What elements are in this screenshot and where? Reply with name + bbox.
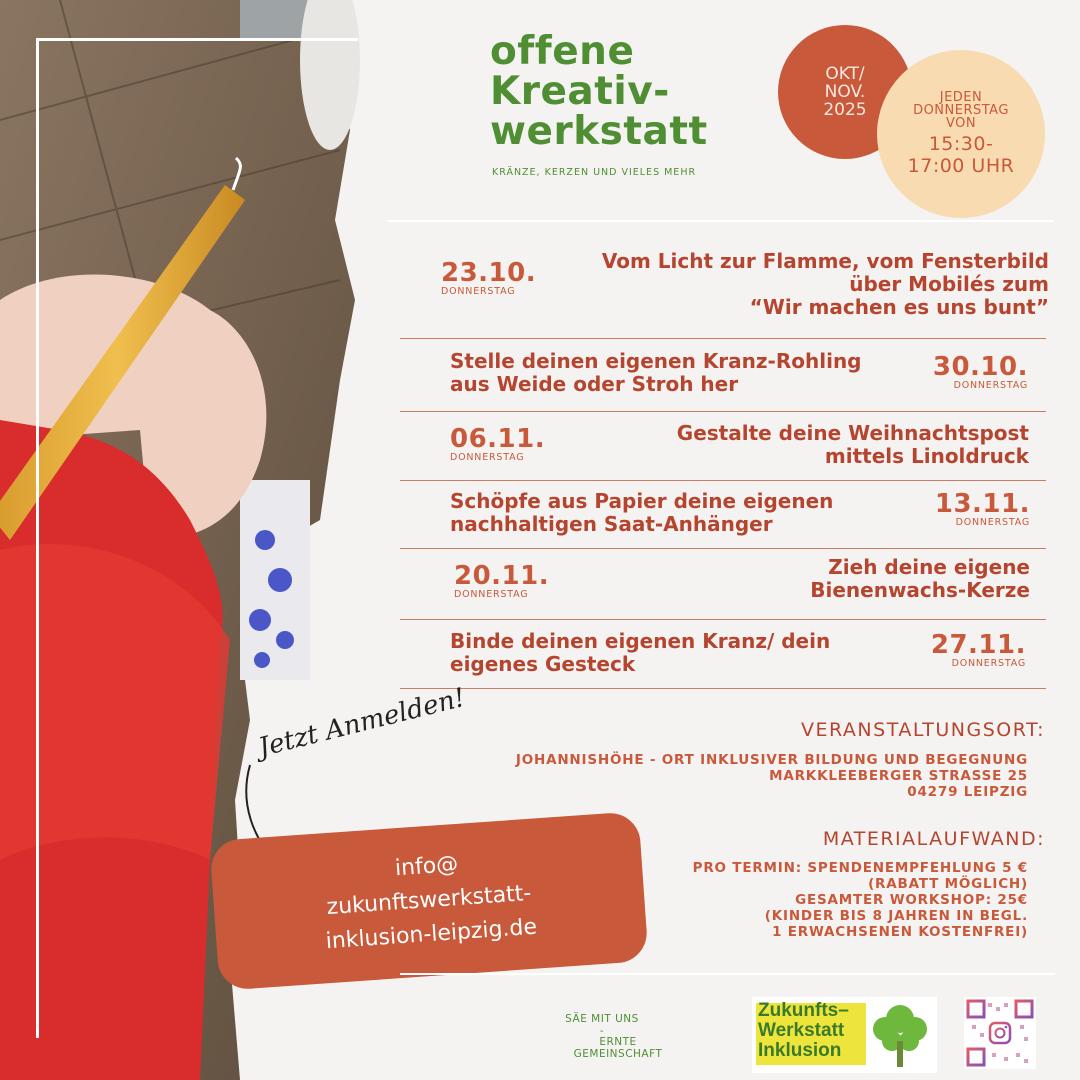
event-date: 20.11. <box>454 561 550 591</box>
divider <box>400 619 1046 620</box>
time-badge <box>877 50 1045 218</box>
instagram-icon <box>990 1023 1010 1043</box>
period-line-2: NOV. <box>824 82 866 102</box>
material-line: (KINDER BIS 8 JAHREN IN BEGL. <box>764 908 1028 924</box>
event-4-date-block <box>935 489 1030 528</box>
slogan-line: GEMEINSCHAFT <box>573 1048 663 1060</box>
event-text-line: mittels Linoldruck <box>824 444 1029 468</box>
slogan-line: ERNTE <box>599 1036 637 1048</box>
event-text-line: Gestalte deine Weihnachtspost <box>676 421 1029 445</box>
event-day: DONNERSTAG <box>441 286 516 297</box>
slogan-line: SÄE MIT UNS <box>565 1013 639 1025</box>
venue-line: 04279 LEIPZIG <box>907 784 1028 800</box>
qr-code-icon[interactable] <box>964 997 1036 1069</box>
material-line: 1 ERWACHSENEN KOSTENFREI) <box>772 924 1028 940</box>
event-day: DONNERSTAG <box>454 589 529 600</box>
email-line: zukunftswerkstatt- <box>325 880 533 921</box>
signup-handwriting: Jetzt Anmelden! <box>255 682 469 764</box>
event-2-date-block <box>933 352 1028 391</box>
footer-slogan-2 <box>563 1036 673 1060</box>
logo-line: Zukunfts– <box>758 1000 849 1021</box>
event-3-date-block <box>450 424 545 463</box>
time-line-4: 15:30- <box>928 133 994 155</box>
event-text-line: Stelle deinen eigenen Kranz-Rohling <box>450 349 862 373</box>
divider <box>400 688 1046 689</box>
venue-line: JOHANNISHÖHE - ORT INKLUSIVER BILDUNG UND BEGEGNUNG <box>515 752 1028 768</box>
event-text-line: Binde deinen eigenen Kranz/ dein <box>450 629 831 653</box>
page-subtitle: KRÄNZE, KERZEN UND VIELES MEHR <box>492 167 697 178</box>
event-4-description <box>450 490 833 536</box>
venue-address <box>516 752 1028 800</box>
zukunftswerkstatt-logo <box>752 997 937 1073</box>
venue-heading: VERANSTALTUNGSORT: <box>800 719 1045 741</box>
time-line-2: DONNERSTAG <box>913 103 1009 118</box>
venue-line: MARKKLEEBERGER STRASSE 25 <box>769 768 1028 784</box>
tree-icon <box>867 1001 933 1071</box>
event-text-line: Bienenwachs-Kerze <box>810 578 1030 602</box>
event-day: DONNERSTAG <box>955 517 1030 528</box>
contact-email-pill[interactable] <box>209 811 648 991</box>
material-heading: MATERIALAUFWAND: <box>822 828 1045 850</box>
event-2-description <box>450 350 862 396</box>
email-line: info@ <box>394 851 460 882</box>
title-line-3: werkstatt <box>490 109 708 154</box>
event-text-line: aus Weide oder Stroh her <box>450 372 739 396</box>
divider-top <box>388 220 1054 222</box>
event-text-line: nachhaltigen Saat-Anhänger <box>450 512 773 536</box>
slogan-line: - <box>599 1025 605 1037</box>
event-text-line: Vom Licht zur Flamme, vom Fensterbild <box>601 249 1049 273</box>
divider <box>400 338 1046 339</box>
divider <box>400 548 1046 549</box>
event-text-line: über Mobilés zum <box>849 272 1049 296</box>
event-3-description <box>677 422 1029 468</box>
logo-line: Werkstatt <box>758 1020 845 1041</box>
qr-code-graphic <box>964 997 1036 1069</box>
event-6-date-block <box>931 630 1026 669</box>
event-1-description <box>602 250 1049 319</box>
event-5-description <box>810 556 1030 602</box>
divider <box>400 411 1046 412</box>
event-date: 23.10. <box>441 258 537 288</box>
logo-text <box>758 1001 849 1061</box>
material-line: (RABATT MÖGLICH) <box>868 876 1028 892</box>
material-line: GESAMTER WORKSHOP: 25€ <box>795 892 1028 908</box>
logo-line: Inklusion <box>758 1040 842 1061</box>
event-day: DONNERSTAG <box>450 452 525 463</box>
divider-bottom <box>400 973 1055 975</box>
title-line-1: offene <box>490 29 635 74</box>
contact-email[interactable] <box>320 843 538 960</box>
material-details <box>693 860 1028 940</box>
event-text-line: Zieh deine eigene <box>828 555 1030 579</box>
footer-slogan <box>552 1013 652 1037</box>
event-date: 30.10. <box>932 352 1028 382</box>
page-title <box>490 29 708 154</box>
material-line: PRO TERMIN: SPENDENEMPFEHLUNG 5 € <box>692 860 1028 876</box>
time-line-1: JEDEN <box>939 90 983 105</box>
event-date: 06.11. <box>450 424 546 454</box>
event-5-date-block <box>454 561 549 600</box>
event-date: 27.11. <box>930 630 1026 660</box>
title-line-2: Kreativ- <box>490 69 670 114</box>
event-date: 13.11. <box>934 489 1030 519</box>
email-line: inklusion-leipzig.de <box>324 914 538 955</box>
event-text-line: eigenes Gesteck <box>450 652 636 676</box>
period-line-3: 2025 <box>823 100 867 120</box>
event-6-description <box>450 630 830 676</box>
period-line-1: OKT/ <box>825 64 865 84</box>
event-text-line: “Wir machen es uns bunt” <box>749 295 1049 319</box>
event-day: DONNERSTAG <box>951 658 1026 669</box>
event-day: DONNERSTAG <box>953 380 1028 391</box>
event-1-date-block <box>441 258 536 297</box>
divider <box>400 480 1046 481</box>
event-text-line: Schöpfe aus Papier deine eigenen <box>450 489 834 513</box>
time-line-3: VON <box>945 116 977 131</box>
time-line-5: 17:00 UHR <box>907 155 1015 177</box>
